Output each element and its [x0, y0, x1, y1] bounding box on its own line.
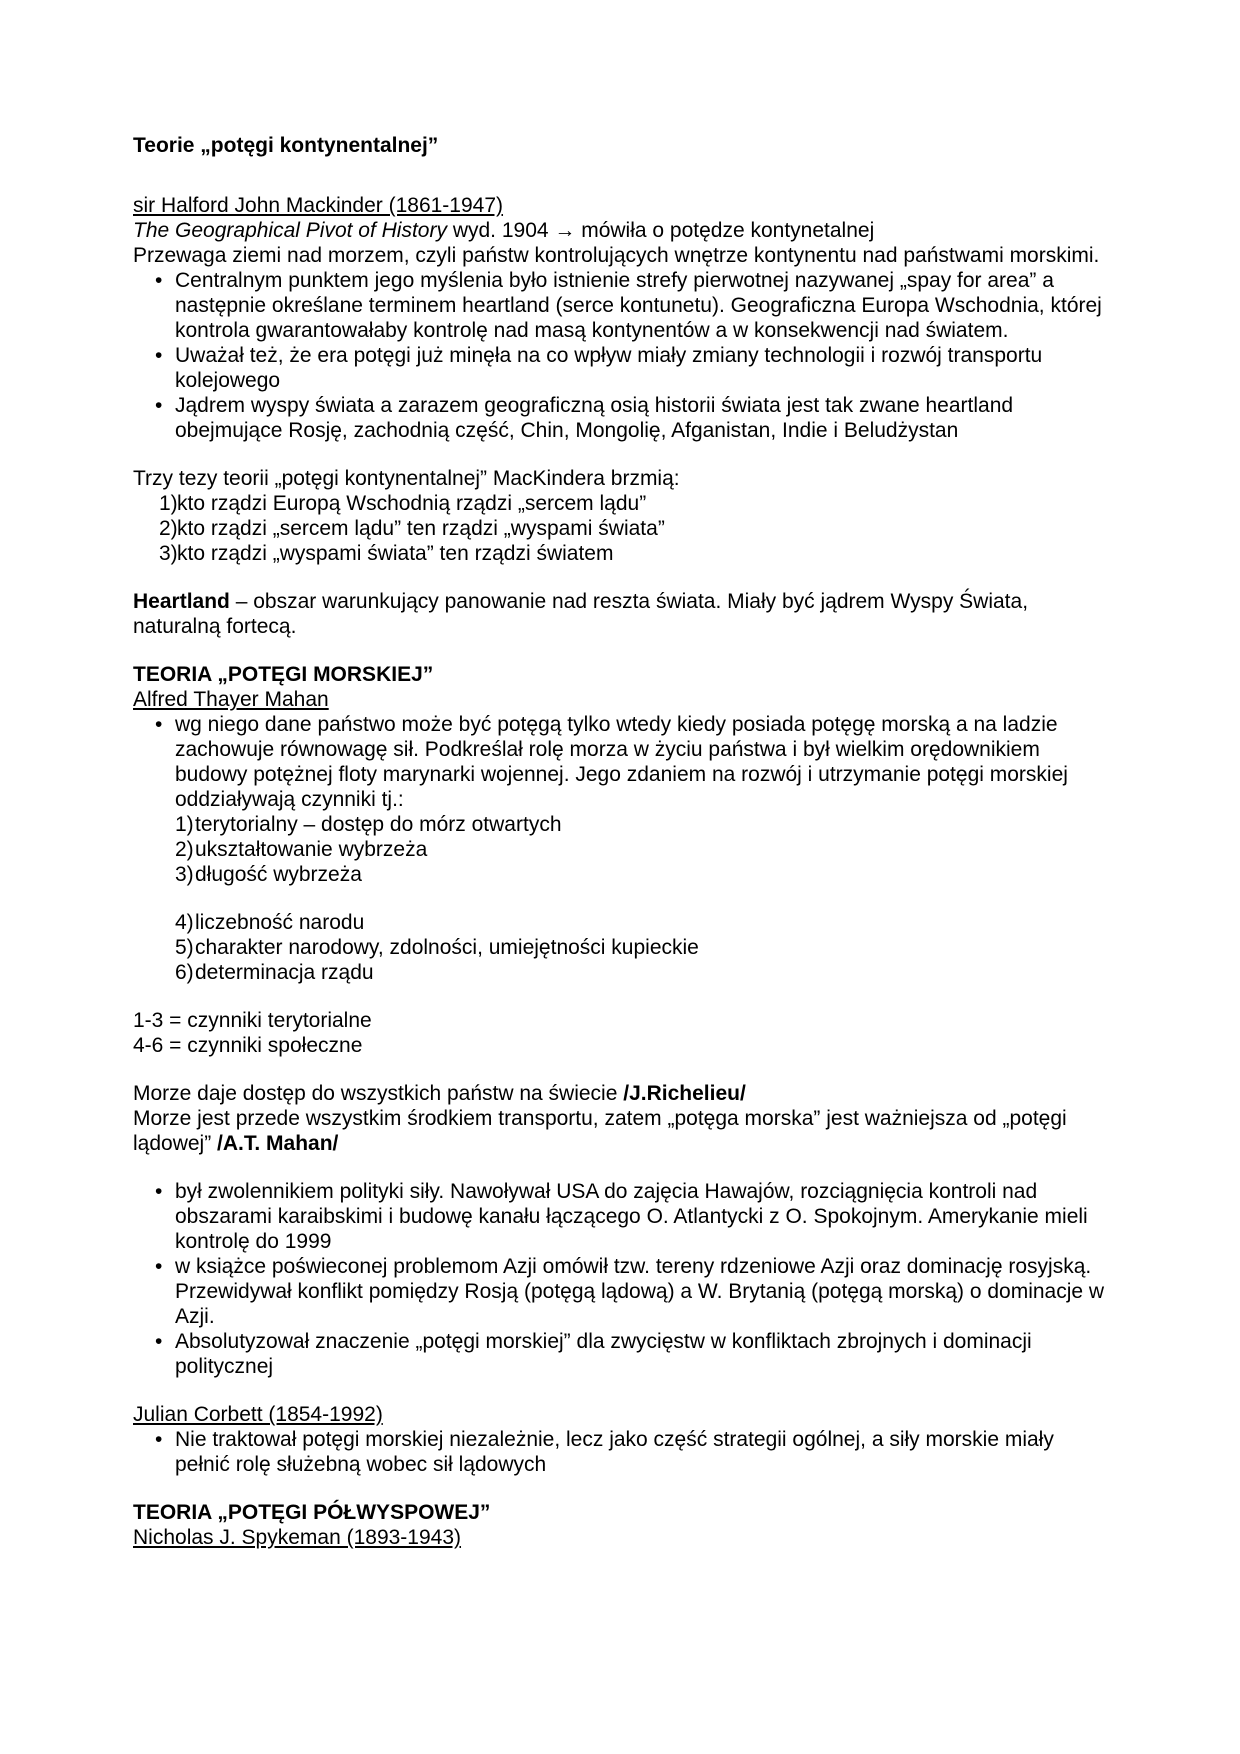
mahan-policy-bullet-list	[133, 1179, 1110, 1379]
list-item	[133, 1179, 1110, 1254]
list-item	[133, 960, 1110, 985]
list-item	[133, 541, 1110, 566]
document-content	[133, 133, 1110, 1550]
list-item	[133, 491, 1110, 516]
note-social-factors: 4-6 = czynniki społeczne	[133, 1034, 363, 1057]
list-item-text: charakter narodowy, zdolności, umiejętności kupieckie	[195, 936, 699, 959]
quote-richelieu	[133, 1081, 1110, 1106]
quote-author: /A.T. Mahan/	[217, 1132, 339, 1155]
spacer	[133, 1379, 1110, 1402]
list-item	[133, 712, 1110, 812]
spacer	[133, 566, 1110, 589]
author-mackinder: sir Halford John Mackinder (1861-1947)	[133, 194, 504, 217]
list-item	[133, 268, 1110, 343]
list-item	[133, 935, 1110, 960]
list-item-number: 3)	[159, 542, 178, 565]
list-item	[133, 1329, 1110, 1379]
author-corbett: Julian Corbett (1854-1992)	[133, 1403, 383, 1426]
quote-author: /J.Richelieu/	[623, 1082, 746, 1105]
list-item	[133, 837, 1110, 862]
list-item-text: • był zwolennikiem polityki siły. Nawoływał USA do zajęcia Hawajów, rozciągnięcia kontroli nad obszarami karaibskimi i budowę kanału łączącego O. Atlantycki z O. Spokojnym. Amerykanie mieli kontrolę do 1999	[175, 1180, 1088, 1253]
spacer	[133, 1477, 1110, 1500]
list-item-text: terytorialny – dostęp do mórz otwartych	[195, 813, 562, 836]
list-item	[133, 1254, 1110, 1329]
list-item-number: 3)	[175, 863, 194, 886]
list-item-number: 1)	[175, 813, 194, 836]
list-item-text: • Nie traktował potęgi morskiej niezależnie, lecz jako część strategii ogólnej, a siły morskie miały pełnić rolę służebną wobec sił lądowych	[175, 1428, 1054, 1476]
spacer	[133, 158, 1110, 193]
theses-intro: Trzy tezy teorii „potęgi kontynentalnej” MacKindera brzmią:	[133, 467, 680, 490]
list-item-number: 4)	[175, 911, 194, 934]
list-item-number: 5)	[175, 936, 194, 959]
list-item	[133, 1427, 1110, 1477]
list-item	[133, 393, 1110, 443]
quote-text: Morze jest przede wszystkim środkiem transportu, zatem „potęga morska” jest ważniejsza od „potęgi lądowej”	[133, 1107, 1067, 1155]
list-item-text: • wg niego dane państwo może być potęgą tylko wtedy kiedy posiada potęgę morską a na ladzie zachowuje równowagę sił. Podkreślał rolę morza w życiu państwa i był wielkim orędownikiem budowy potężnej floty marynarki wojennej. Jego zdaniem na rozwój i utrzymanie potęgi morskiej oddziaływają czynniki tj.:	[175, 713, 1068, 811]
spacer	[133, 985, 1110, 1008]
list-item-text: • Centralnym punktem jego myślenia było istnienie strefy pierwotnej nazywanej „spay for area” a następnie określane terminem heartland (serce kontunetu). Geograficzna Europa Wschodnia, której kontrola gwarantowałaby kontrolę nad masą kontynentów a w konsekwencji nad światem.	[175, 269, 1102, 342]
mackinder-work-line	[133, 218, 1110, 243]
spacer	[133, 443, 1110, 466]
quote-text: Morze daje dostęp do wszystkich państw na świecie	[133, 1082, 624, 1105]
section-heading-peninsula-power: TEORIA „POTĘGI PÓŁWYSPOWEJ”	[133, 1501, 491, 1524]
list-item-text: • Uważał też, że era potęgi już minęła na co wpływ miały zmiany technologii i rozwój transportu kolejowego	[175, 344, 1043, 392]
factors-list-territorial	[133, 812, 1110, 887]
list-item-text: • Jądrem wyspy świata a zarazem geograficzną osią historii świata jest tak zwane heartland obejmujące Rosję, zachodnią część, Chin, Mongolię, Afganistan, Indie i Beludżystan	[175, 394, 1014, 442]
list-item	[133, 910, 1110, 935]
heartland-text: – obszar warunkujący panowanie nad reszta świata. Miały być jądrem Wyspy Świata, naturalną fortecą.	[133, 590, 1029, 638]
factors-list-social	[133, 910, 1110, 985]
spacer	[133, 1058, 1110, 1081]
list-item-text: determinacja rządu	[195, 961, 374, 984]
note-territorial-factors: 1-3 = czynniki terytorialne	[133, 1009, 372, 1032]
spacer	[133, 1156, 1110, 1179]
list-item-text: • Absolutyzował znaczenie „potęgi morskiej” dla zwycięstw w konfliktach zbrojnych i dominacji politycznej	[175, 1330, 1032, 1378]
list-item-text: długość wybrzeża	[195, 863, 362, 886]
work-note: wyd. 1904 → mówiła o potędze kontynetalnej	[446, 219, 875, 242]
author-spykman: Nicholas J. Spykeman (1893-1943)	[133, 1526, 462, 1549]
work-title: The Geographical Pivot of History	[133, 219, 447, 242]
list-item-number: 2)	[175, 838, 194, 861]
list-item	[133, 516, 1110, 541]
spacer	[133, 887, 1110, 910]
list-item	[133, 812, 1110, 837]
mahan-bullet-list	[133, 712, 1110, 812]
list-item	[133, 343, 1110, 393]
list-item-number: 2)	[159, 517, 178, 540]
list-item-text: liczebność narodu	[195, 911, 365, 934]
list-item-number: 6)	[175, 961, 194, 984]
list-item-number: 1)	[159, 492, 178, 515]
mackinder-intro: Przewaga ziemi nad morzem, czyli państw kontrolujących wnętrze kontynentu nad państwami morskimi.	[133, 244, 1100, 267]
list-item-text: kto rządzi Europą Wschodnią rządzi „sercem lądu”	[177, 492, 647, 515]
quote-mahan	[133, 1106, 1110, 1156]
list-item-text: ukształtowanie wybrzeża	[195, 838, 428, 861]
list-item-text: kto rządzi „wyspami świata” ten rządzi światem	[177, 542, 614, 565]
section-heading-sea-power: TEORIA „POTĘGI MORSKIEJ”	[133, 663, 434, 686]
heartland-definition	[133, 589, 1110, 639]
spacer	[133, 639, 1110, 662]
list-item-text: kto rządzi „sercem lądu” ten rządzi „wyspami świata”	[177, 517, 665, 540]
list-item-text: • w książce poświeconej problemom Azji omówił tzw. tereny rdzeniowe Azji oraz dominację rosyjską. Przewidywał konflikt pomiędzy Rosją (potęgą lądową) a W. Brytanią (potęgą morską) o dominacje w Azji.	[175, 1255, 1105, 1328]
corbett-bullet-list	[133, 1427, 1110, 1477]
list-item	[133, 862, 1110, 887]
theses-list	[133, 491, 1110, 566]
mackinder-bullet-list	[133, 268, 1110, 443]
author-mahan: Alfred Thayer Mahan	[133, 688, 329, 711]
heartland-term: Heartland	[133, 590, 230, 613]
document-title: Teorie „potęgi kontynentalnej”	[133, 134, 439, 157]
